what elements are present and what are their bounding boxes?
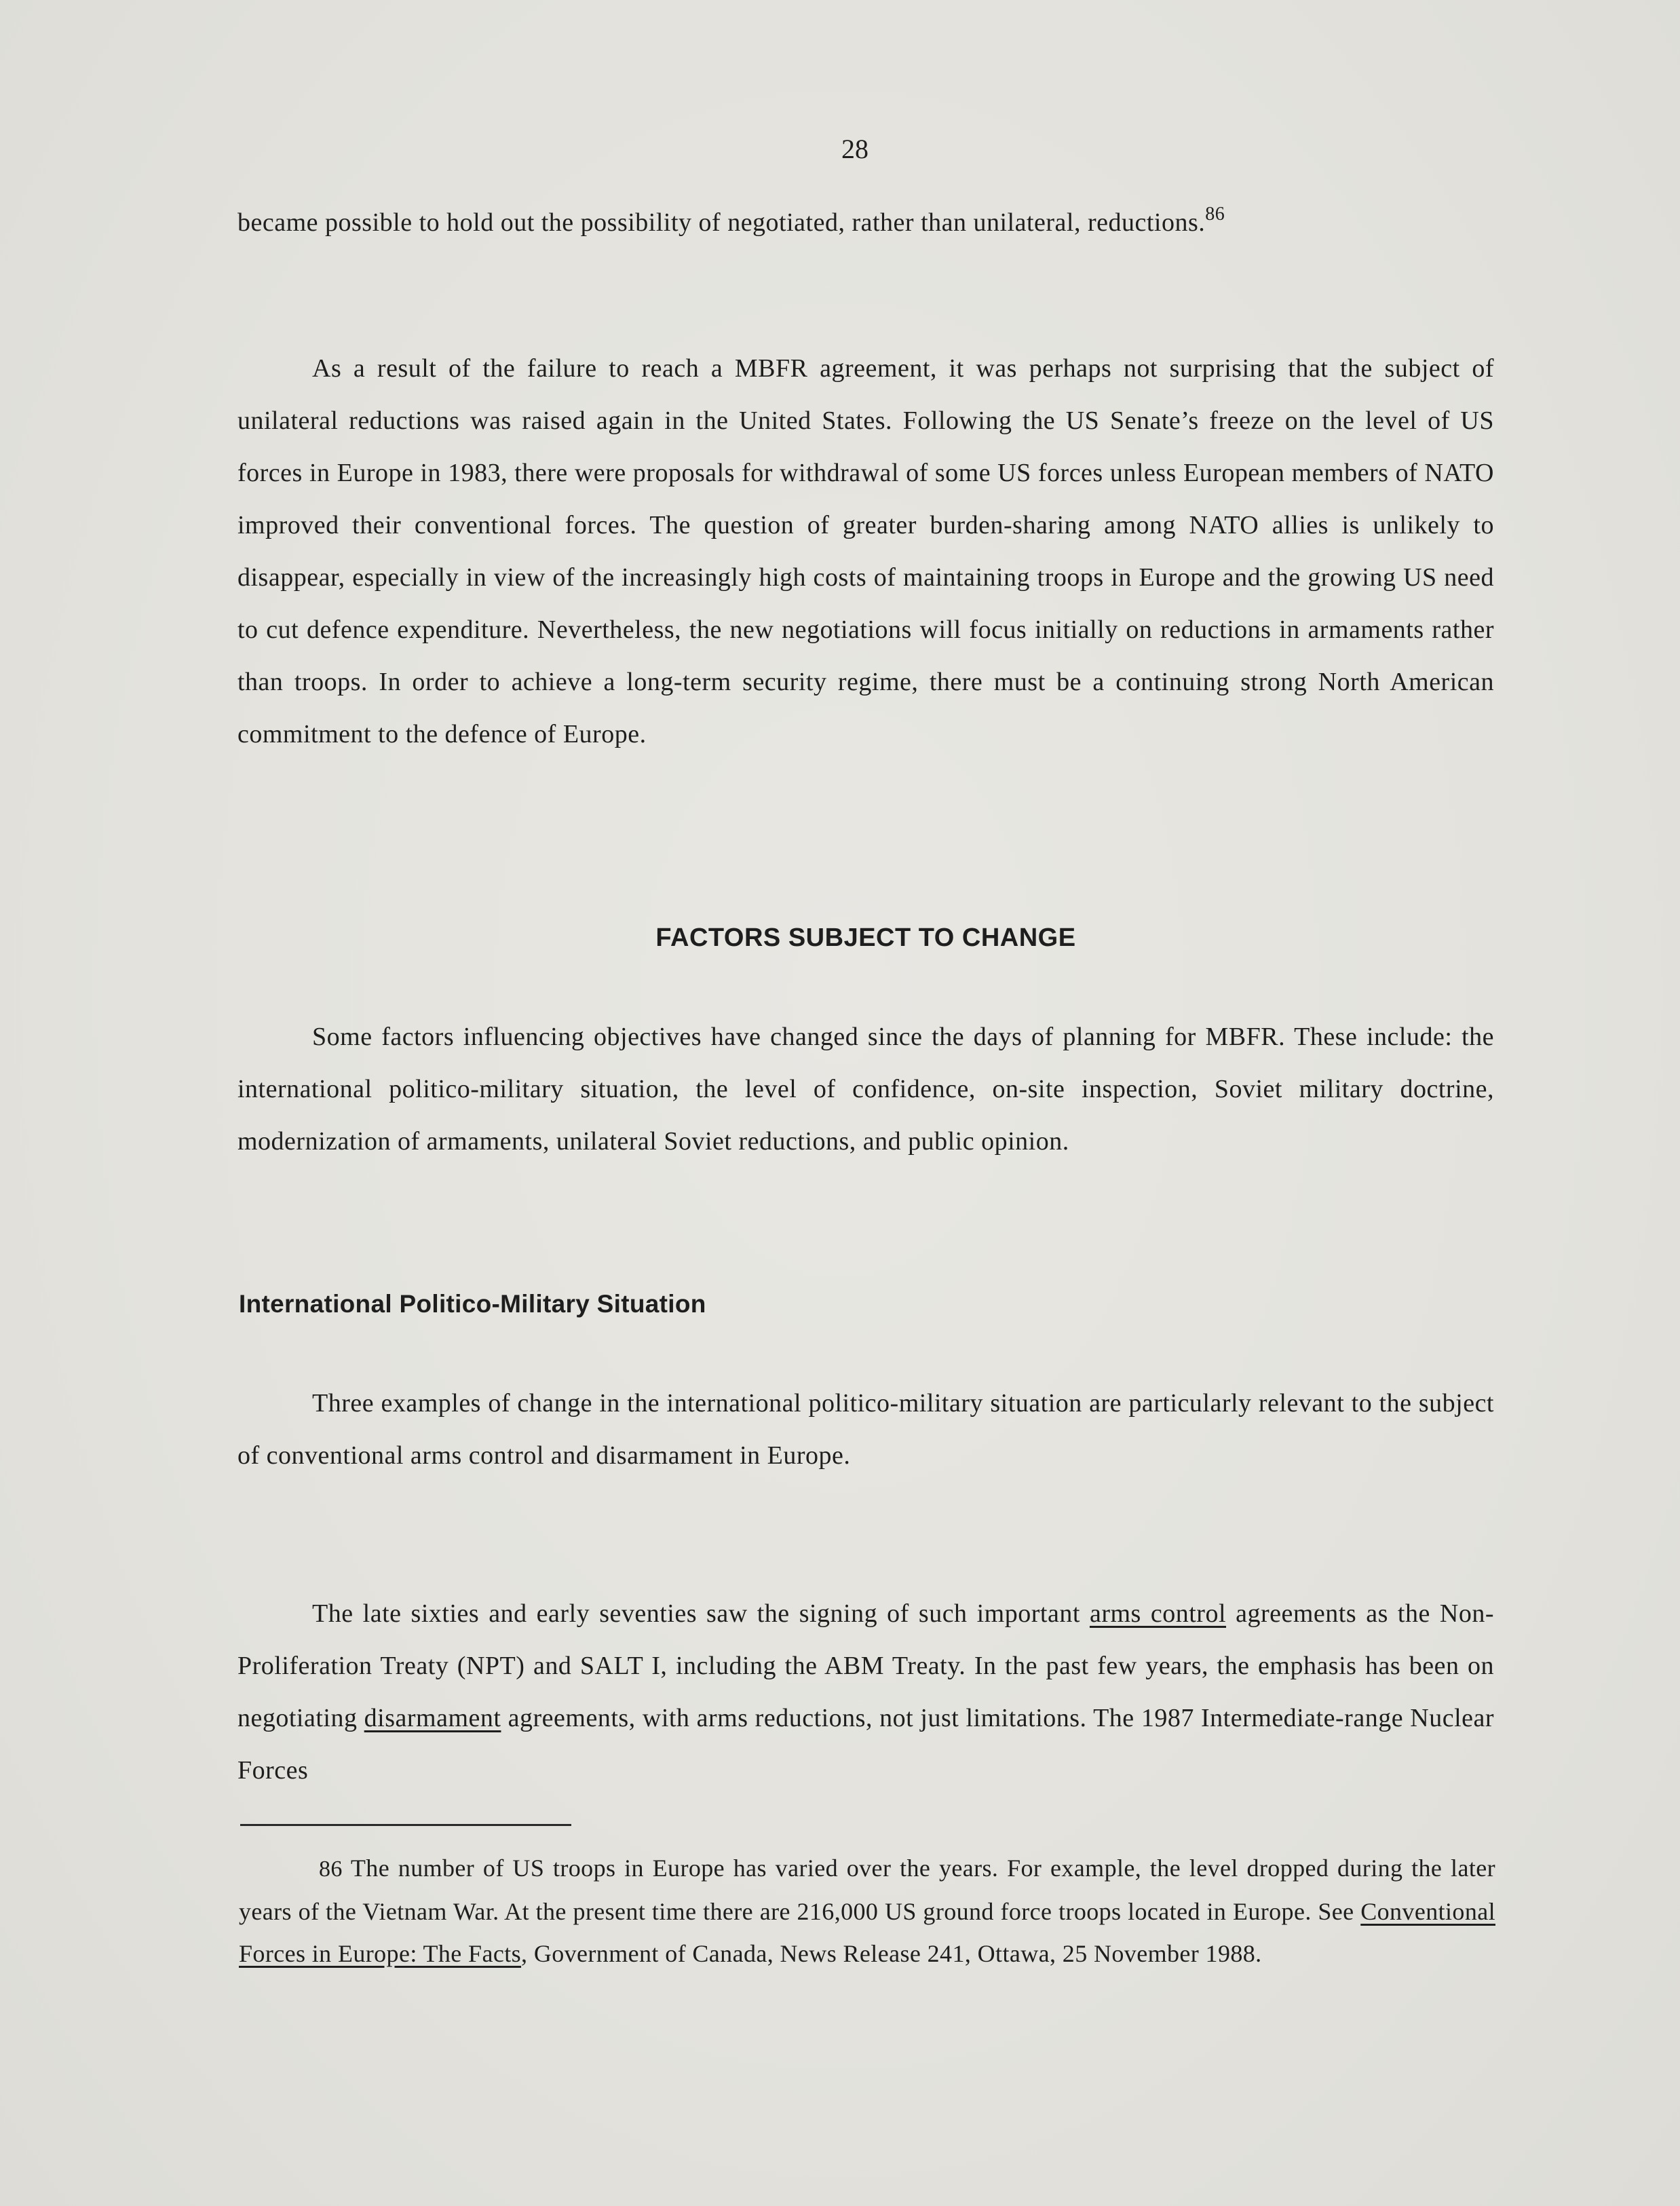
paragraph-3-text: Some factors influencing objectives have changed since the days of planning for MBFR. These include: the international politico-military situation, the level of confidence, on-site inspection, Soviet military doctrine, modernization of armaments, unilateral Soviet reductions, and public opinion.	[237, 1023, 1494, 1156]
paragraph-5-text-b: agreements as the Non-Proliferation Treaty (NPT) and SALT I, including the ABM Treaty. In the past few years, the emphasis has been on negotiating	[237, 1599, 1495, 1732]
paragraph-1	[237, 197, 1494, 249]
paragraph-3	[237, 1011, 1494, 1168]
subsection-heading-international: International Politico-Military Situation	[239, 1290, 706, 1318]
footnote-number: 86	[319, 1857, 343, 1882]
section-heading-factors: FACTORS SUBJECT TO CHANGE	[655, 924, 1076, 952]
paragraph-5-text-c: agreements, with arms reductions, not just limitations. The 1987 Intermediate-range Nuclear Forces	[237, 1704, 1495, 1785]
footnote-86	[239, 1847, 1495, 1975]
paragraph-4	[237, 1377, 1494, 1482]
footnote-reference[interactable]: 86	[1205, 204, 1225, 225]
footnote-text-b: , Government of Canada, News Release 241, Ottawa, 25 November 1988.	[521, 1940, 1262, 1967]
footnote-cited-title: Conventional Forces in Europe: The Facts	[239, 1898, 1495, 1967]
paragraph-1-text: became possible to hold out the possibility of negotiated, rather than unilateral, reductions.	[237, 208, 1206, 237]
page-number: 28	[841, 134, 868, 164]
paragraph-2	[237, 343, 1494, 761]
paragraph-2-text: As a result of the failure to reach a MBFR agreement, it was perhaps not surprising that the subject of unilateral reductions was raised again in the United States. Following the US Senate’s freeze on the level of US forces in Europe in 1983, there were proposals for withdrawal of some US forces unless European members of NATO improved their conventional forces. The question of greater burden-sharing among NATO allies is unlikely to disappear, especially in view of the increasingly high costs of maintaining troops in Europe and the growing US need to cut defence expenditure. Nevertheless, the new negotiations will focus initially on reductions in armaments rather than troops. In order to achieve a long-term security regime, there must be a continuing strong North American commitment to the defence of Europe.	[237, 354, 1494, 748]
footnote-divider	[240, 1824, 571, 1826]
footnote-text-a: The number of US troops in Europe has varied over the years. For example, the level dropped during the later years of the Vietnam War. At the present time there are 216,000 US ground force troops located in Europe. See	[239, 1855, 1495, 1925]
paragraph-4-text: Three examples of change in the international politico-military situation are particularly relevant to the subject of conventional arms control and disarmament in Europe.	[237, 1389, 1494, 1470]
underlined-arms-control: arms control	[1089, 1599, 1227, 1628]
underlined-disarmament: disarmament	[364, 1704, 501, 1732]
paragraph-5-text-a: The late sixties and early seventies saw the signing of such important	[312, 1599, 1080, 1628]
paragraph-5	[237, 1588, 1494, 1797]
